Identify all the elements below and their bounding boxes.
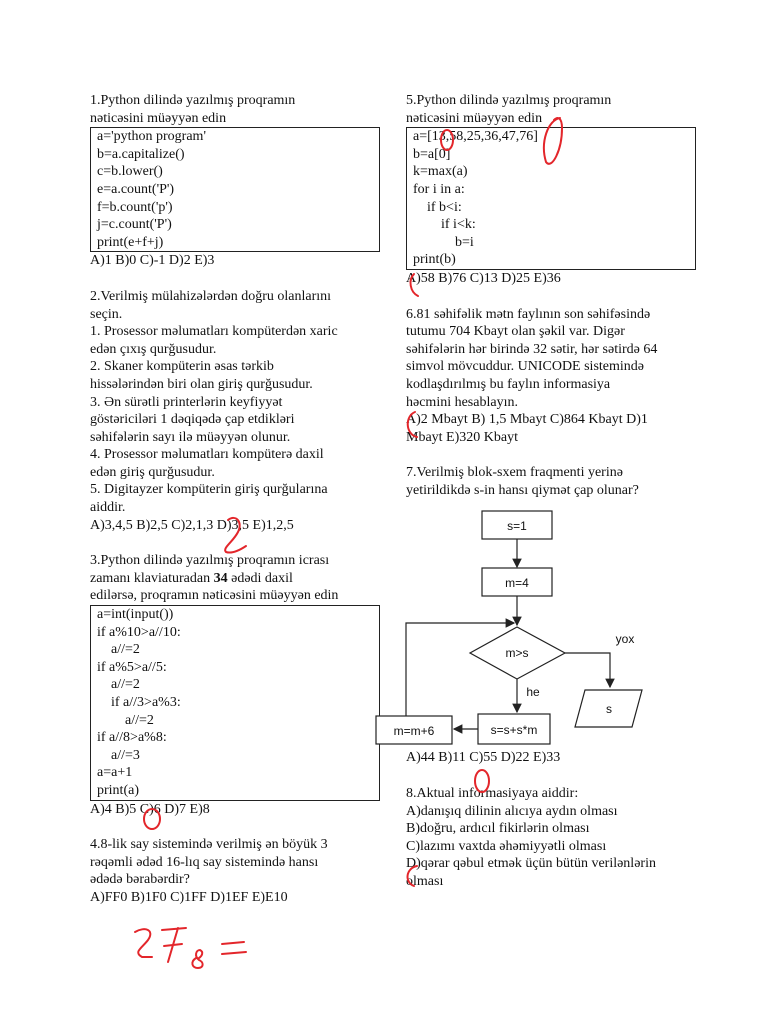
q8-option: olması — [406, 874, 444, 890]
code-line: if a//3>a%3: — [97, 695, 181, 710]
q1-title-line: nəticəsini müəyyən edin — [90, 110, 227, 126]
code-line: b=i — [413, 234, 474, 250]
q2-answers: A)3,4,5 B)2,5 C)2,1,3 D)3,5 E)1,2,5 — [90, 517, 294, 533]
code-line: a='python program' — [97, 129, 206, 145]
q2-line: 5. Digitayzer kompüterin giriş qurğularına — [90, 482, 328, 498]
code-line: a=int(input()) — [97, 607, 174, 623]
q2-line: seçin. — [90, 306, 123, 322]
code-line: print(b) — [413, 252, 456, 268]
flow-init-label: m=4 — [505, 576, 529, 590]
question-5 — [406, 92, 696, 288]
code-line: if b<i: — [413, 199, 462, 215]
q6-line: səhifələrin hər birində 32 sətir, hər sətirdə 64 — [406, 341, 658, 357]
q7-line: 7.Verilmiş blok-sxem fraqmenti yerinə — [406, 465, 623, 481]
code-line: b=a[0] — [413, 146, 451, 162]
q6-line: kodlaşdırılmış bu faylın informasiya — [406, 376, 611, 392]
flow-calc-label: s=s+s*m — [490, 723, 538, 737]
q1-answers: A)1 B)0 C)-1 D)2 E)3 — [90, 253, 215, 269]
code-line: a//=2 — [97, 712, 154, 728]
q2-line: 3. Ən sürətli printerlərin keyfiyyət — [90, 394, 283, 410]
code-line: if i<k: — [413, 217, 476, 233]
flow-yes-label: he — [526, 685, 540, 699]
code-line: e=a.count('P') — [97, 181, 175, 197]
flowchart — [370, 505, 670, 755]
code-line: print(e+f+j) — [97, 234, 164, 250]
q6-line: tutumu 704 Kbayt olan şəkil var. Digər — [406, 324, 625, 340]
code-line: a=a+1 — [97, 765, 133, 781]
q5-title-line: nəticəsini müəyyən edin — [406, 110, 543, 126]
q5-title-line: 5.Python dilində yazılmış proqramın — [406, 93, 612, 108]
flow-start-label: s=1 — [507, 519, 527, 533]
code-line: f=b.count('p') — [97, 199, 173, 215]
code-line: b=a.capitalize() — [97, 146, 185, 162]
q3-title-line: 3.Python dilində yazılmış proqramın icrası — [90, 553, 330, 569]
q6-answers: A)2 Mbayt B) 1,5 Mbayt C)864 Kbayt D)1 — [406, 412, 648, 428]
q2-line: 1. Prosessor məlumatları kompüterdən xaric — [90, 324, 338, 340]
handwritten-digit-two — [135, 929, 152, 957]
left-column — [90, 92, 380, 907]
code-line: k=max(a) — [413, 164, 468, 180]
code-line: if a//8>a%8: — [97, 730, 167, 746]
code-line: j=c.count('P') — [97, 217, 172, 233]
q3-title-line — [90, 570, 380, 588]
code-line: a//=2 — [97, 642, 140, 658]
question-1 — [90, 92, 380, 270]
q2-line: 2.Verilmiş mülahizələrdən doğru olanlarını — [90, 288, 332, 304]
q3-answers: A)4 B)5 C)6 D)7 E)8 — [90, 801, 210, 817]
q2-line: hissələrindən biri olan giriş qurğusudur. — [90, 376, 313, 392]
q2-line: 4. Prosessor məlumatları kompüterə daxil — [90, 447, 324, 463]
q4-line: 4.8-lik say sistemində verilmiş ən böyük 3 — [90, 837, 328, 853]
flow-output-label: s — [606, 702, 612, 716]
question-6 — [406, 306, 696, 447]
q5-answers: A)58 B)76 C)13 D)25 E)36 — [406, 270, 561, 286]
code-line: if a%5>a//5: — [97, 659, 167, 675]
question-2 — [90, 288, 380, 534]
right-column — [406, 92, 696, 891]
code-line: if a%10>a//10: — [97, 624, 181, 640]
q5-code-box — [406, 127, 696, 270]
q4-line: rəqəmli ədəd 16-lıq say sistemində hansı — [90, 854, 319, 870]
flow-inc-label: m=m+6 — [393, 724, 435, 738]
q3-code-box — [90, 605, 380, 801]
question-4 — [90, 836, 380, 906]
flow-arrow-no — [565, 653, 610, 687]
q3-title-text: zamanı klaviaturadan — [90, 570, 214, 586]
code-line: a//=2 — [97, 677, 140, 693]
q8-option: D)qərar qəbul etmək üçün bütün verilənlərin — [406, 856, 656, 872]
q6-line: 6.81 səhifəlik mətn faylının son səhifəsində — [406, 306, 651, 322]
code-line: a//=3 — [97, 747, 140, 763]
q6-line: simvol mövcuddur. UNICODE sistemində — [406, 359, 644, 375]
q1-code-box — [90, 127, 380, 252]
q8-line: 8.Aktual informasiyaya aiddir: — [406, 786, 579, 802]
q6-line: həcmini hesablayın. — [406, 394, 518, 410]
q2-line: 2. Skaner kompüterin əsas tərkib — [90, 359, 274, 375]
q2-line: səhifələrin sayı ilə müəyyən olunur. — [90, 429, 291, 445]
q2-line: göstəriciləri 1 dəqiqədə çap etdikləri — [90, 412, 295, 428]
question-3 — [90, 552, 380, 818]
q2-line: edən çıxış qurğusudur. — [90, 341, 217, 357]
handwritten-digit-seven — [162, 928, 186, 962]
handwritten-subscript-eight — [192, 950, 202, 968]
q8-option: C)lazımı vaxtda əhəmiyyətli olması — [406, 838, 607, 854]
q7-answers: A)44 B)11 C)55 D)22 E)33 — [406, 750, 561, 766]
q3-title-text: ədədi daxil — [227, 570, 293, 586]
q8-option: A)danışıq dilinin alıcıya aydın olması — [406, 803, 618, 819]
code-line: a=[13,58,25,36,47,76] — [413, 129, 538, 145]
q3-input-value: 34 — [213, 570, 228, 586]
q6-answers: Mbayt E)320 Kbayt — [406, 429, 518, 445]
q8-option: B)doğru, ardıcıl fikirlərin olması — [406, 821, 590, 837]
flow-condition-label: m>s — [505, 646, 529, 660]
q1-title-line: 1.Python dilində yazılmış proqramın — [90, 93, 296, 108]
code-line: for i in a: — [413, 181, 465, 197]
code-line: c=b.lower() — [97, 164, 163, 180]
flow-no-label: yox — [615, 632, 635, 646]
code-line: print(a) — [97, 782, 139, 798]
q7-line: yetirildikdə s-in hansı qiymət çap olunar? — [406, 482, 639, 498]
q4-line: ədədə bərabərdir? — [90, 872, 190, 888]
q2-line: aiddir. — [90, 500, 126, 516]
q3-title-line: edilərsə, proqramın nəticəsini müəyyən edin — [90, 588, 339, 604]
q2-line: edən giriş qurğusudur. — [90, 464, 215, 480]
question-8 — [406, 785, 696, 891]
q4-answers: A)FF0 B)1F0 C)1FF D)1EF E)E10 — [90, 889, 288, 905]
handwritten-equals — [222, 942, 246, 954]
